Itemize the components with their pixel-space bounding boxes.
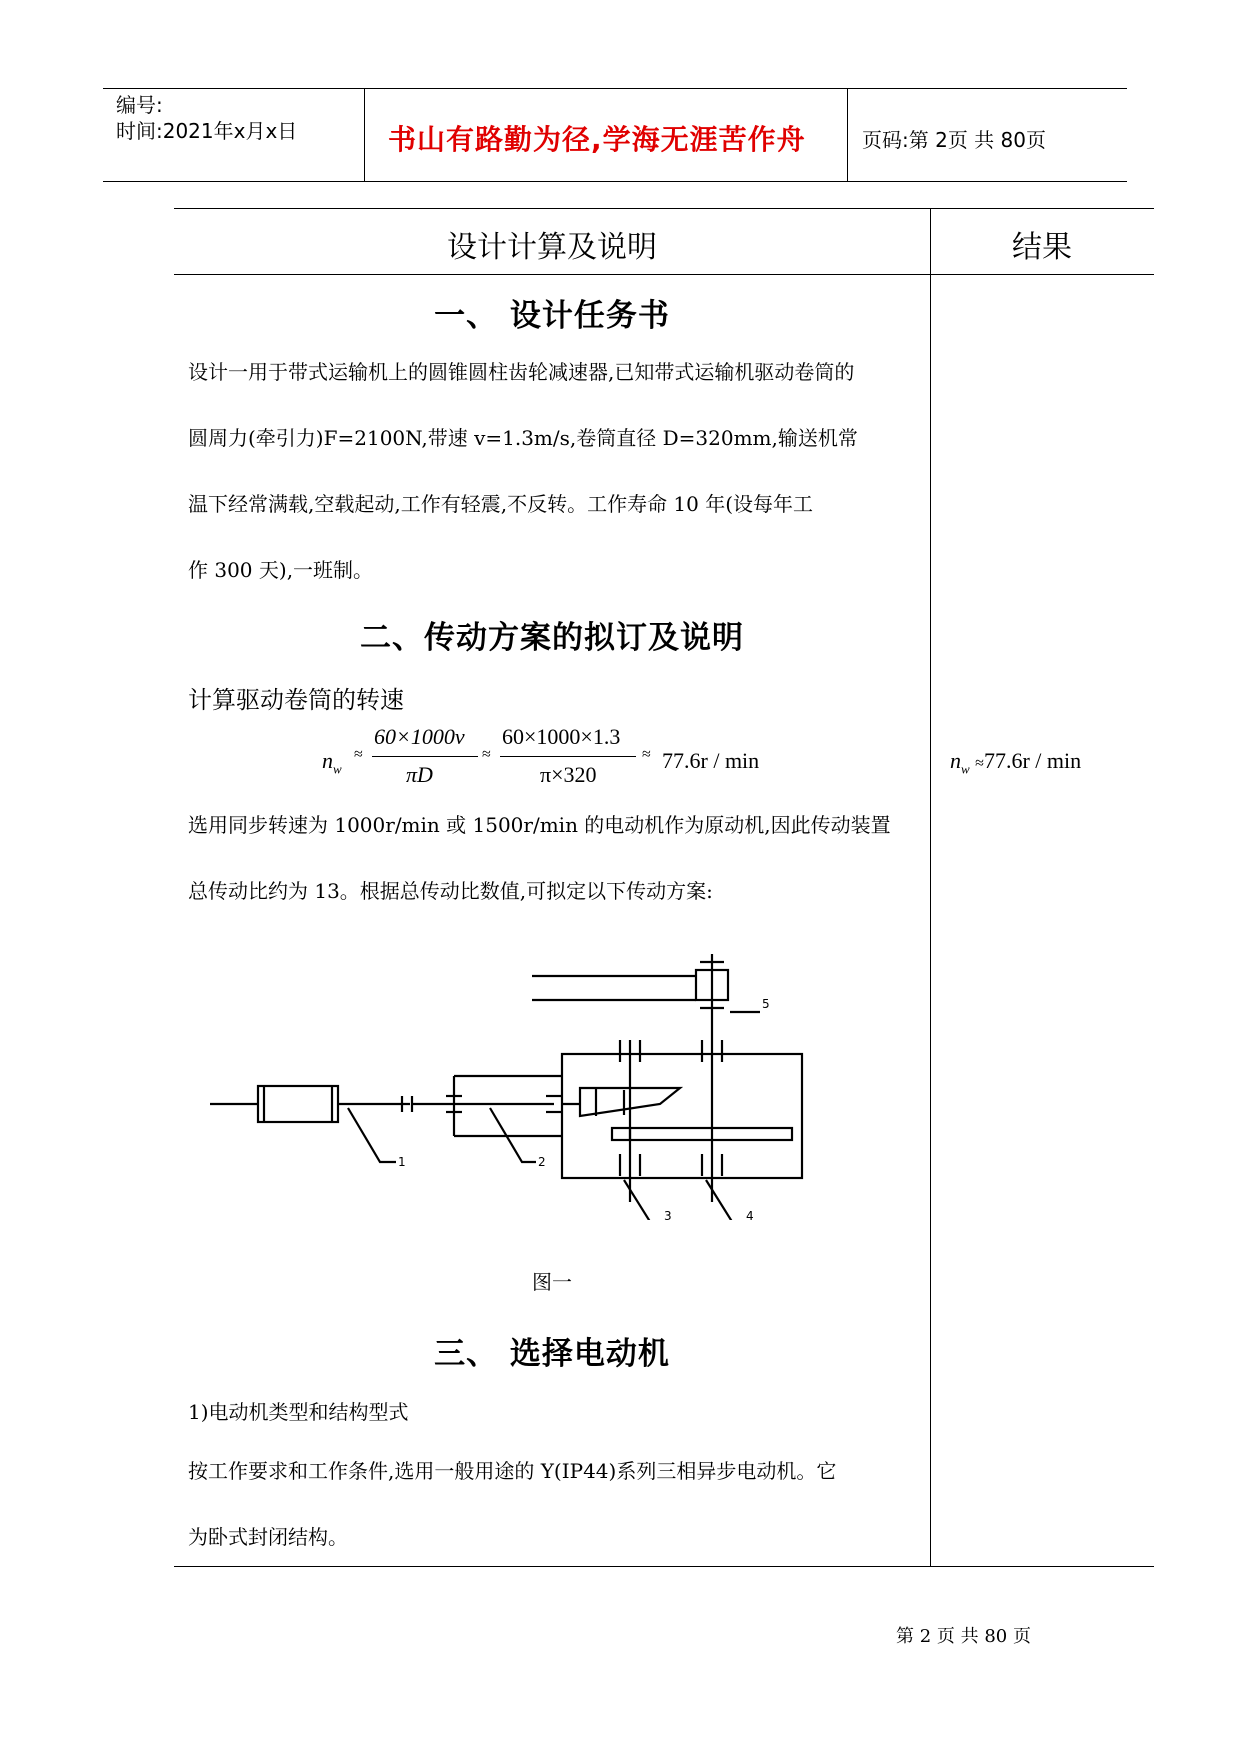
formula-lhs-sub: w bbox=[333, 761, 342, 777]
header-divider-left bbox=[364, 88, 365, 181]
result-eq: ≈ bbox=[975, 755, 984, 772]
time-label: 时间:2021年x月x日 bbox=[116, 119, 298, 143]
section-1-title: 一、 设计任务书 bbox=[434, 298, 670, 334]
result-value: 77.6r / min bbox=[983, 748, 1082, 773]
header-divider-right bbox=[847, 88, 848, 181]
figure-label-3: 3 bbox=[664, 1209, 672, 1220]
section-3-line: 按工作要求和工作条件,选用一般用途的 Y(IP44)系列三相异步电动机。它 bbox=[188, 1459, 837, 1483]
section-2-line: 选用同步转速为 1000r/min 或 1500r/min 的电动机作为原动机,因此传动装置 bbox=[188, 813, 891, 837]
figure-label-2: 2 bbox=[538, 1155, 546, 1169]
formula-eq-3: ≈ bbox=[642, 746, 651, 763]
speed-formula bbox=[322, 724, 842, 794]
section-1-line: 温下经常满载,空载起动,工作有轻震,不反转。工作寿命 10 年(设每年工 bbox=[188, 492, 814, 516]
transmission-scheme-diagram bbox=[200, 940, 840, 1220]
table-column-divider bbox=[930, 208, 931, 1566]
section-2-line: 总传动比约为 13。根据总传动比数值,可拟定以下传动方案: bbox=[188, 879, 713, 903]
table-top-rule bbox=[174, 208, 1154, 209]
table-header-rule bbox=[174, 274, 1154, 275]
section-2-subtitle: 计算驱动卷筒的转速 bbox=[188, 686, 404, 714]
formula-frac2-den: π×320 bbox=[540, 762, 597, 787]
column-header-result: 结果 bbox=[1012, 230, 1072, 265]
header-page-info: 页码:第 2页 共 80页 bbox=[862, 128, 1046, 152]
formula-eq-2: ≈ bbox=[482, 746, 491, 763]
figure-caption: 图一 bbox=[532, 1270, 572, 1294]
section-1-line: 作 300 天),一班制。 bbox=[188, 558, 374, 582]
formula-eq-1: ≈ bbox=[354, 746, 363, 763]
formula-frac2-bar bbox=[500, 756, 636, 757]
section-2-paragraph bbox=[188, 792, 923, 924]
section-2-title: 二、传动方案的拟订及说明 bbox=[360, 620, 744, 656]
formula-frac1-bar bbox=[372, 756, 478, 757]
section-1-line: 设计一用于带式运输机上的圆锥圆柱齿轮减速器,已知带式运输机驱动卷筒的 bbox=[188, 360, 855, 384]
column-header-calc: 设计计算及说明 bbox=[447, 230, 657, 265]
formula-result: 77.6r / min bbox=[662, 748, 760, 773]
formula-lhs: n bbox=[322, 748, 333, 773]
serial-label: 编号: bbox=[116, 93, 163, 117]
section-3-paragraph bbox=[188, 1438, 923, 1570]
result-speed bbox=[950, 748, 1081, 777]
section-1-line: 圆周力(牵引力)F=2100N,带速 v=1.3m/s,卷筒直径 D=320mm,输送机常 bbox=[188, 426, 858, 450]
motto-text: 书山有路勤为径,学海无涯苦作舟 bbox=[388, 123, 806, 156]
figure-label-4: 4 bbox=[746, 1209, 754, 1220]
header-bottom-rule bbox=[103, 181, 1127, 182]
section-3-title: 三、 选择电动机 bbox=[434, 1336, 670, 1372]
formula-frac2-num: 60×1000×1.3 bbox=[502, 724, 621, 749]
figure-label-5: 5 bbox=[762, 997, 770, 1011]
section-3-line: 为卧式封闭结构。 bbox=[188, 1525, 348, 1549]
footer-page-number: 第 2 页 共 80 页 bbox=[896, 1626, 1031, 1647]
result-lhs: n bbox=[950, 748, 961, 773]
figure-label-1: 1 bbox=[398, 1155, 406, 1169]
formula-frac1-den: πD bbox=[406, 762, 433, 787]
header-top-rule bbox=[103, 88, 1127, 89]
section-3-item-1: 1)电动机类型和结构型式 bbox=[188, 1400, 409, 1424]
result-lhs-sub: w bbox=[961, 761, 970, 777]
section-1-paragraph bbox=[188, 339, 923, 603]
formula-frac1-num: 60×1000v bbox=[374, 724, 465, 749]
